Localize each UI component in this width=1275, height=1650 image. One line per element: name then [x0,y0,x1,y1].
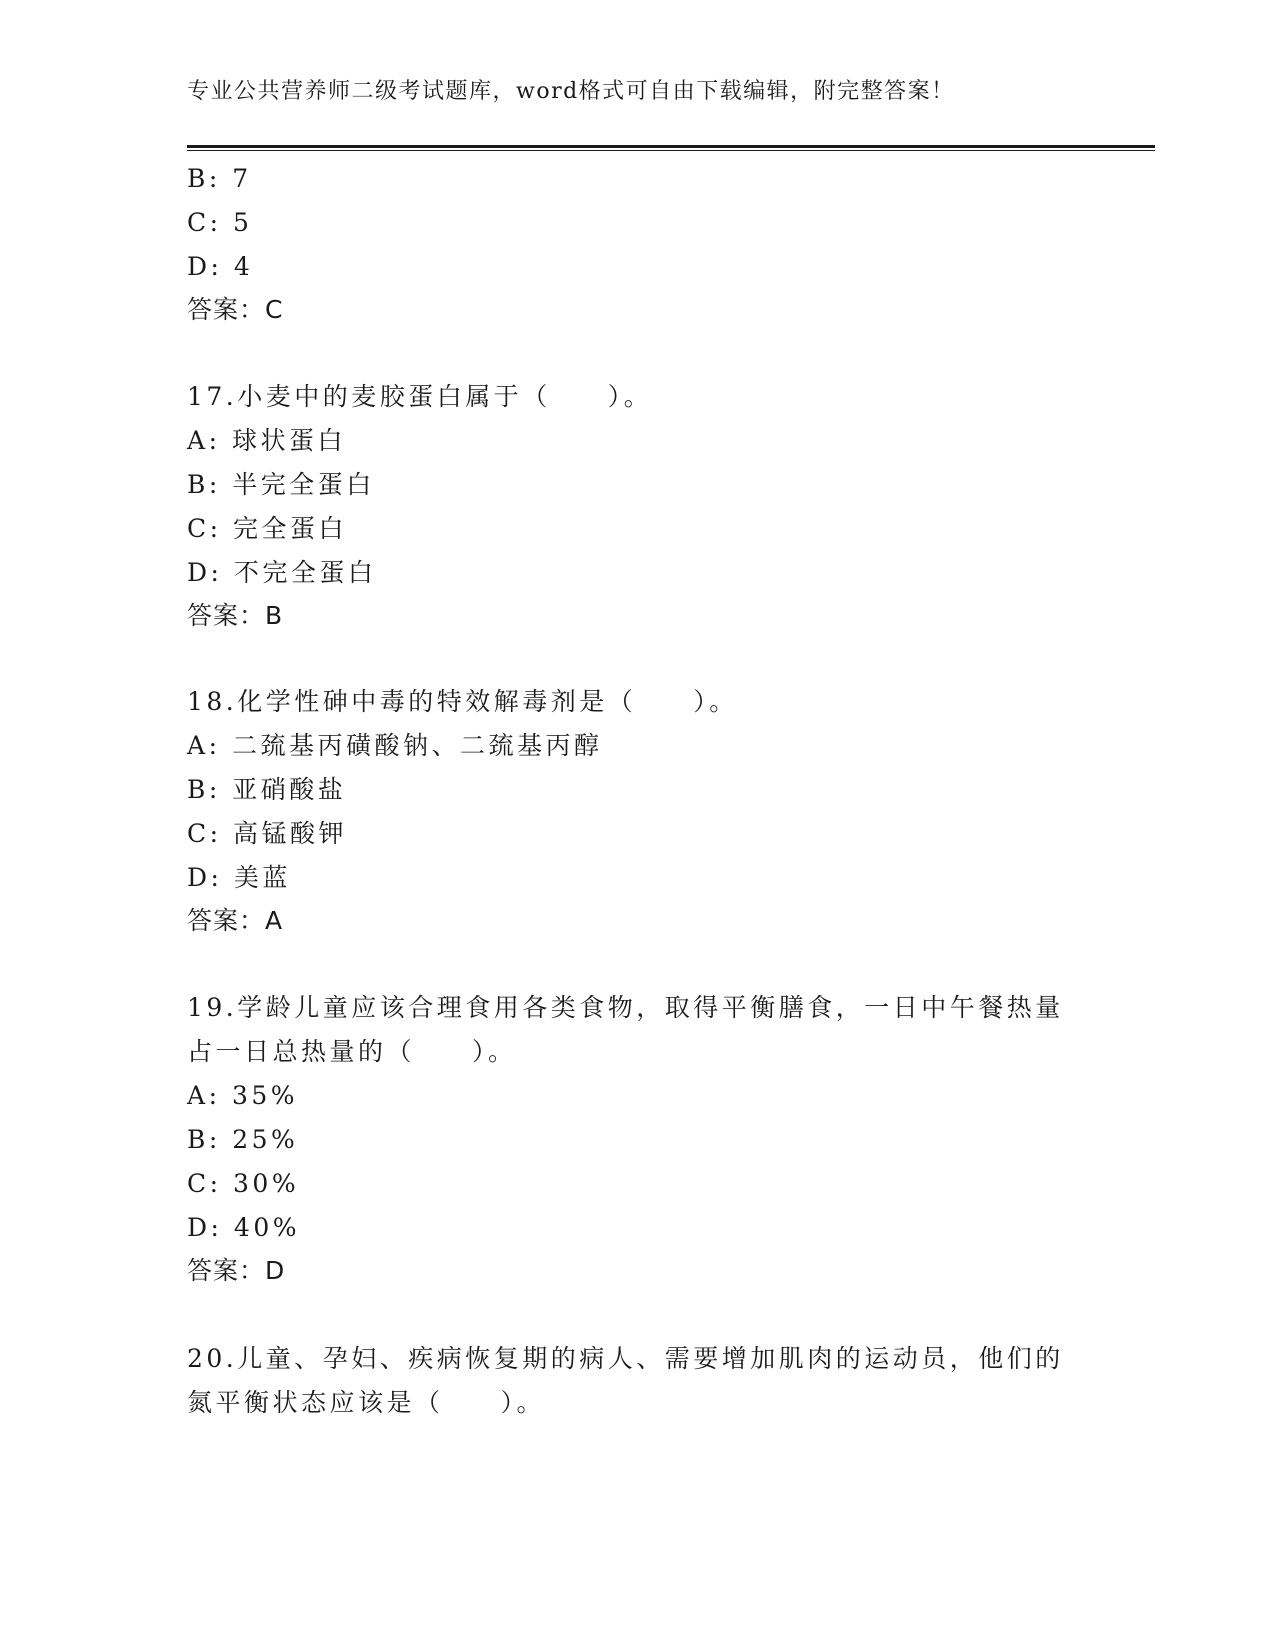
option-b: B: 亚硝酸盐 [187,775,347,804]
option-b: B: 半完全蛋白 [187,470,375,499]
option-d: D: 40% [187,1213,300,1242]
option-c: C: 5 [187,208,253,237]
question-text: 20.儿童、孕妇、疾病恢复期的病人、需要增加肌肉的运动员，他们的 [187,1344,1064,1373]
option-a: A: 球状蛋白 [187,426,346,455]
question-text: 19.学龄儿童应该合理食用各类食物，取得平衡膳食，一日中午餐热量 [187,993,1064,1022]
answer: 答案：D [187,1256,286,1285]
option-b: B: 25% [187,1125,299,1154]
answer: 答案：A [187,906,284,935]
question-text: 占一日总热量的（ ）。 [187,1037,517,1066]
question-text: 18.化学性砷中毒的特效解毒剂是（ ）。 [187,687,738,716]
question-text: 17.小麦中的麦胶蛋白属于（ ）。 [187,382,653,411]
option-d: D: 不完全蛋白 [187,558,377,587]
option-a: A: 35% [187,1081,299,1110]
question-text: 氮平衡状态应该是（ ）。 [187,1388,546,1417]
header-rule-thick [187,145,1155,148]
option-d: D: 美蓝 [187,863,291,892]
option-a: A: 二巯基丙磺酸钠、二巯基丙醇 [187,731,603,760]
option-c: C: 完全蛋白 [187,514,348,543]
option-d: D: 4 [187,252,254,281]
option-c: C: 高锰酸钾 [187,819,348,848]
answer: 答案：C [187,295,284,324]
option-b: B: 7 [187,164,252,193]
header-rule-thin [187,150,1155,151]
page-header: 专业公共营养师二级考试题库，word格式可自由下载编辑，附完整答案！ [187,79,955,104]
option-c: C: 30% [187,1169,300,1198]
answer: 答案：B [187,601,284,630]
